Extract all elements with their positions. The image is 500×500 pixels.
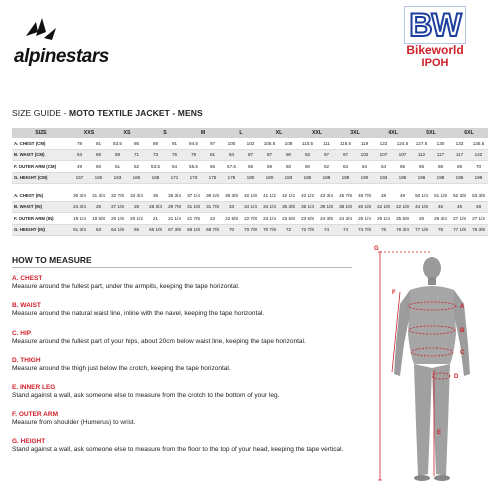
table-cell: 62 [317,161,336,173]
table-cell: 53.5 [146,161,165,173]
table-cell: 34 1/4 [241,201,260,213]
table-cell: 52 3/8 [450,190,469,201]
size-header-cell: S [146,128,184,138]
size-header-cell: 6XL [450,128,488,138]
brand-logo [12,10,137,70]
table-cell: 39 3/8 [222,190,241,201]
table-cell: 38 1/8 [203,190,222,201]
table-cell: 35 [146,190,165,201]
table-cell: 77 1/8 [450,224,469,236]
table-cell: 42 1/8 [393,201,412,213]
table-cell: 21 1/4 [165,213,184,225]
table-cell: 77 1/8 [412,224,431,236]
size-header-cell: L [222,128,260,138]
table-cell: 24 3/8 [317,213,336,225]
measure-item [12,411,372,427]
table-cell: 48 [469,201,488,213]
table-cell: 21 7/8 [184,213,203,225]
table-cell: 31 3/4 [89,190,108,201]
table-cell: 74 [317,224,336,236]
size-header-cell: 3XL [336,128,374,138]
table-cell: 117 [431,149,450,161]
table-cell: 198 [431,172,450,184]
table-cell: 61 3/4 [70,224,89,236]
table-cell: 26 3/4 [431,213,450,225]
table-cell: 43 1/2 [298,190,317,201]
table-cell: 173 [184,172,203,184]
brand-logo-text: alpinestars [14,46,109,67]
table-cell: 185 [298,172,317,184]
table-cell: 91 [165,138,184,149]
measure-item-heading: C. HIP [12,330,32,337]
table-cell: 78 3/8 [469,224,488,236]
table-cell: 38 1/8 [317,201,336,213]
measure-item-heading: F. OUTER ARM [12,411,58,418]
table-cell: 65 [393,161,412,173]
measure-item-description: Measure around the fullest part of your hips, about 20cm below waist line, keeping the tape horizontal. [12,338,306,345]
table-cell: 44 1/8 [412,201,431,213]
table-cell: 71 [127,149,146,161]
figure-letter-g: G [374,246,379,252]
table-cell: 79 [184,149,203,161]
table-cell: 30 3/4 [70,190,89,201]
measure-item-description: Measure around the natural waist line, inline with the navel, keeping the tape horizontal. [12,310,265,317]
table-cell: 157 [70,172,89,184]
table-cell: 38 1/8 [336,201,355,213]
table-row [12,201,488,213]
size-header-cell: XXL [298,128,336,138]
table-cell: 25 1/4 [374,213,393,225]
table-cell: 42 1/2 [279,190,298,201]
table-cell: 35 3/4 [165,190,184,201]
table-cell: 48 [374,190,393,201]
table-cell: 54 [165,161,184,173]
table-cell: 97 [336,149,355,161]
size-header-cell: XL [260,128,298,138]
table-cell: 26 [89,201,108,213]
table-cell: 86 [127,138,146,149]
table-cell: 81 [203,149,222,161]
table-cell: 50 1/4 [412,190,431,201]
table-cell: 23 1/4 [260,213,279,225]
table-cell: 64 [355,161,374,173]
figure-letter-b: B [460,328,465,334]
table-cell: 119 [355,138,374,149]
table-cell: 63 [336,161,355,173]
table-row [12,172,488,184]
table-cell: 51 [108,161,127,173]
measure-item-description: Measure around the thigh just below the crotch, keeping the tape horizontal. [12,365,231,372]
table-cell: 46 [431,201,450,213]
measure-item-description: Measure from shoulder (Humerus) to wrist. [12,419,136,426]
table-cell: 83.5 [108,138,127,149]
table-cell: 68 [108,149,127,161]
size-header-cell: 5XL [412,128,450,138]
table-cell: 60 [279,161,298,173]
table-cell: 180 [241,172,260,184]
table-cell: 135.5 [469,138,488,149]
table-cell: 107 [393,149,412,161]
table-cell: 199 [469,172,488,184]
table-cell: 175 [203,172,222,184]
table-cell: 69 [450,161,469,173]
table-cell: 40 1/8 [355,201,374,213]
table-cell: 19 1/4 [70,213,89,225]
table-row [12,149,488,161]
table-cell: 32 7/8 [108,190,127,201]
measure-item [12,302,372,318]
divider [12,267,352,268]
measure-item [12,384,372,400]
size-header-cell: XXS [70,128,108,138]
table-cell: 70 [469,161,488,173]
table-cell: 78 [431,224,450,236]
measure-item-heading: G. HEIGHT [12,438,46,445]
table-cell: 52 [127,161,146,173]
table-cell: 117 [450,149,469,161]
table-cell: 76 [374,224,393,236]
table-cell: 163 [108,172,127,184]
table-cell: 31 1/8 [184,201,203,213]
table-cell: 43 3/4 [317,190,336,201]
table-row [12,138,488,149]
table-cell: 67 3/8 [165,224,184,236]
table-cell: 196 [450,172,469,184]
table-cell: 56 [203,161,222,173]
table-cell: 111 [317,138,336,149]
measure-item-heading: B. WAIST [12,302,41,309]
table-cell: 160 [89,172,108,184]
table-cell: 25 1/4 [355,213,374,225]
table-cell: 19 5/8 [89,213,108,225]
size-header-cell: 4XL [374,128,412,138]
dealer-city: IPOH [421,57,449,69]
table-cell: 20 1/2 [127,213,146,225]
table-cell: 76 [165,149,184,161]
table-cell: 190 [355,172,374,184]
table-cell: 29 7/8 [165,201,184,213]
table-cell: 25 5/8 [393,213,412,225]
table-cell: 102 [241,138,260,149]
table-cell: 45 7/8 [336,190,355,201]
table-cell: 60 [298,161,317,173]
figure-letter-d: D [454,374,459,380]
table-cell: 195 [393,172,412,184]
table-cell: 73 [146,149,165,161]
size-header-cell: XS [108,128,146,138]
table-cell: 74 [336,224,355,236]
table-cell: 110.5 [298,138,317,149]
table-cell: 22 7/8 [241,213,260,225]
table-cell: 53 3/8 [469,190,488,201]
row-label: F. OUTER ARM (IN) [12,213,70,225]
table-cell: 26 [412,213,431,225]
table-cell: 22 5/8 [222,213,241,225]
table-cell: 87 [241,149,260,161]
measure-item [12,357,372,373]
table-cell: 49 [70,161,89,173]
table-row [12,224,488,236]
table-cell: 188 [317,172,336,184]
table-cell: 33 [222,201,241,213]
table-cell: 28 3/4 [146,201,165,213]
row-label: B. WAIST (IN) [12,201,70,213]
table-cell: 46 [450,201,469,213]
table-cell: 122 [374,138,393,149]
table-cell: 42 1/8 [374,201,393,213]
table-cell: 58 [241,161,260,173]
table-cell: 89 [146,138,165,149]
measure-item [12,330,372,346]
table-cell: 76 3/4 [393,224,412,236]
table-cell: 107 [374,149,393,161]
table-cell: 33 3/4 [127,190,146,201]
measure-item-description: Measure around the fullest part, under the armpits, keeping the tape horizontal. [12,283,240,290]
page-title-prefix: SIZE GUIDE - [12,108,70,118]
table-cell: 97 [203,138,222,149]
page-title-strong: MOTO TEXTILE JACKET - MENS [69,108,203,118]
dealer-logo [404,6,466,68]
table-cell: 20 1/8 [108,213,127,225]
table-cell: 66 [412,161,431,173]
table-cell: 70 [222,224,241,236]
table-cell: 94.5 [184,138,203,149]
table-cell: 178 [222,172,241,184]
table-cell: 27 1/8 [108,201,127,213]
table-cell: 59 [260,161,279,173]
body-measure-figure [370,244,490,494]
figure-letter-f: F [392,290,396,296]
measure-item-heading: A. CHEST [12,275,43,282]
table-cell: 28 [127,201,146,213]
table-cell: 27 1/8 [450,213,469,225]
row-label: A. CHEST (IN) [12,190,70,201]
table-cell: 70 7/8 [241,224,260,236]
table-cell: 180 [260,172,279,184]
table-cell: 133 [450,138,469,149]
table-cell: 72 7/8 [298,224,317,236]
measure-item [12,438,372,454]
row-label: B. WAIST (CM) [12,149,70,161]
table-cell: 74 7/8 [355,224,374,236]
table-cell: 40 1/8 [241,190,260,201]
table-cell: 70 7/8 [260,224,279,236]
table-cell: 35 3/8 [279,201,298,213]
measure-item-heading: D. THIGH [12,357,41,364]
row-label: F. OUTER ARM (CM) [12,161,70,173]
table-cell: 81 [89,138,108,149]
table-cell: 50 [89,161,108,173]
table-cell: 171 [165,172,184,184]
size-header-cell: M [184,128,222,138]
table-cell: 49 [393,190,412,201]
table-cell: 63 [89,224,108,236]
table-cell: 22 [203,213,222,225]
table-row [12,190,488,201]
table-row [12,161,488,173]
figure-letter-e: E [437,430,442,436]
table-cell: 41 1/2 [260,190,279,201]
measure-item-description: Stand against a wall, ask someone else to measure from the floor to the top of your head, keeping the tape vertical. [12,446,344,453]
table-cell: 92 [298,149,317,161]
table-cell: 64 [374,161,393,173]
table-cell: 97 [317,149,336,161]
table-cell: 183 [279,172,298,184]
table-cell: 127.5 [412,138,431,149]
table-cell: 196 [412,172,431,184]
table-cell: 65 [127,224,146,236]
table-cell: 112 [412,149,431,161]
table-cell: 84 [222,149,241,161]
table-cell: 24 3/4 [70,201,89,213]
table-cell: 188 [336,172,355,184]
dealer-initials: BW [409,7,461,43]
table-cell: 55.5 [184,161,203,173]
table-cell: 46 7/8 [355,190,374,201]
table-cell: 108 [279,138,298,149]
size-header-label: SIZE [12,128,70,138]
table-cell: 100 [222,138,241,149]
table-cell: 57.5 [222,161,241,173]
figure-letter-a: A [460,304,465,310]
table-cell: 68 [431,161,450,173]
table-cell: 102 [355,149,374,161]
size-table [12,128,488,236]
table-cell: 63 [70,149,89,161]
measure-item-description: Stand against a wall, ask someone else to measure from the crotch to the bottom of your leg. [12,392,280,399]
table-cell: 31 7/8 [203,201,222,213]
table-cell: 66 1/8 [146,224,165,236]
table-cell: 90 [279,149,298,161]
table-cell: 130 [431,138,450,149]
table-cell: 168 [146,172,165,184]
table-cell: 193 [374,172,393,184]
table-cell: 21 [146,213,165,225]
table-cell: 72 [279,224,298,236]
how-to-measure-title: HOW TO MEASURE [12,255,92,265]
dealer-name: Bikeworld [406,43,464,57]
table-cell: 64 1/8 [108,224,127,236]
size-header-row [12,128,488,138]
row-label: G. HEIGHT (IN) [12,224,70,236]
table-cell: 87 [260,149,279,161]
table-cell: 122 [469,149,488,161]
figure-letter-c: C [460,350,465,356]
table-cell: 124.5 [393,138,412,149]
table-cell: 23 5/8 [279,213,298,225]
table-cell: 37 1/4 [184,190,203,201]
table-cell: 51 1/8 [431,190,450,201]
table-cell: 68 1/8 [184,224,203,236]
table-cell: 116.5 [336,138,355,149]
table-cell: 105.5 [260,138,279,149]
table-cell: 24 3/4 [336,213,355,225]
measure-item-heading: E. INNER LEG [12,384,56,391]
table-cell: 78 [70,138,89,149]
table-cell: 34 1/4 [260,201,279,213]
row-label: G. HEIGHT (CM) [12,172,70,184]
table-row [12,213,488,225]
figure-silhouette [394,257,470,481]
table-cell: 23 5/8 [298,213,317,225]
measure-item [12,275,372,291]
table-cell: 27 1/2 [469,213,488,225]
size-table-body [12,138,488,236]
table-cell: 66 [89,149,108,161]
table-cell: 68 7/8 [203,224,222,236]
table-cell: 165 [127,172,146,184]
page-title [12,108,203,118]
row-label: A. CHEST (CM) [12,138,70,149]
table-cell: 36 1/4 [298,201,317,213]
